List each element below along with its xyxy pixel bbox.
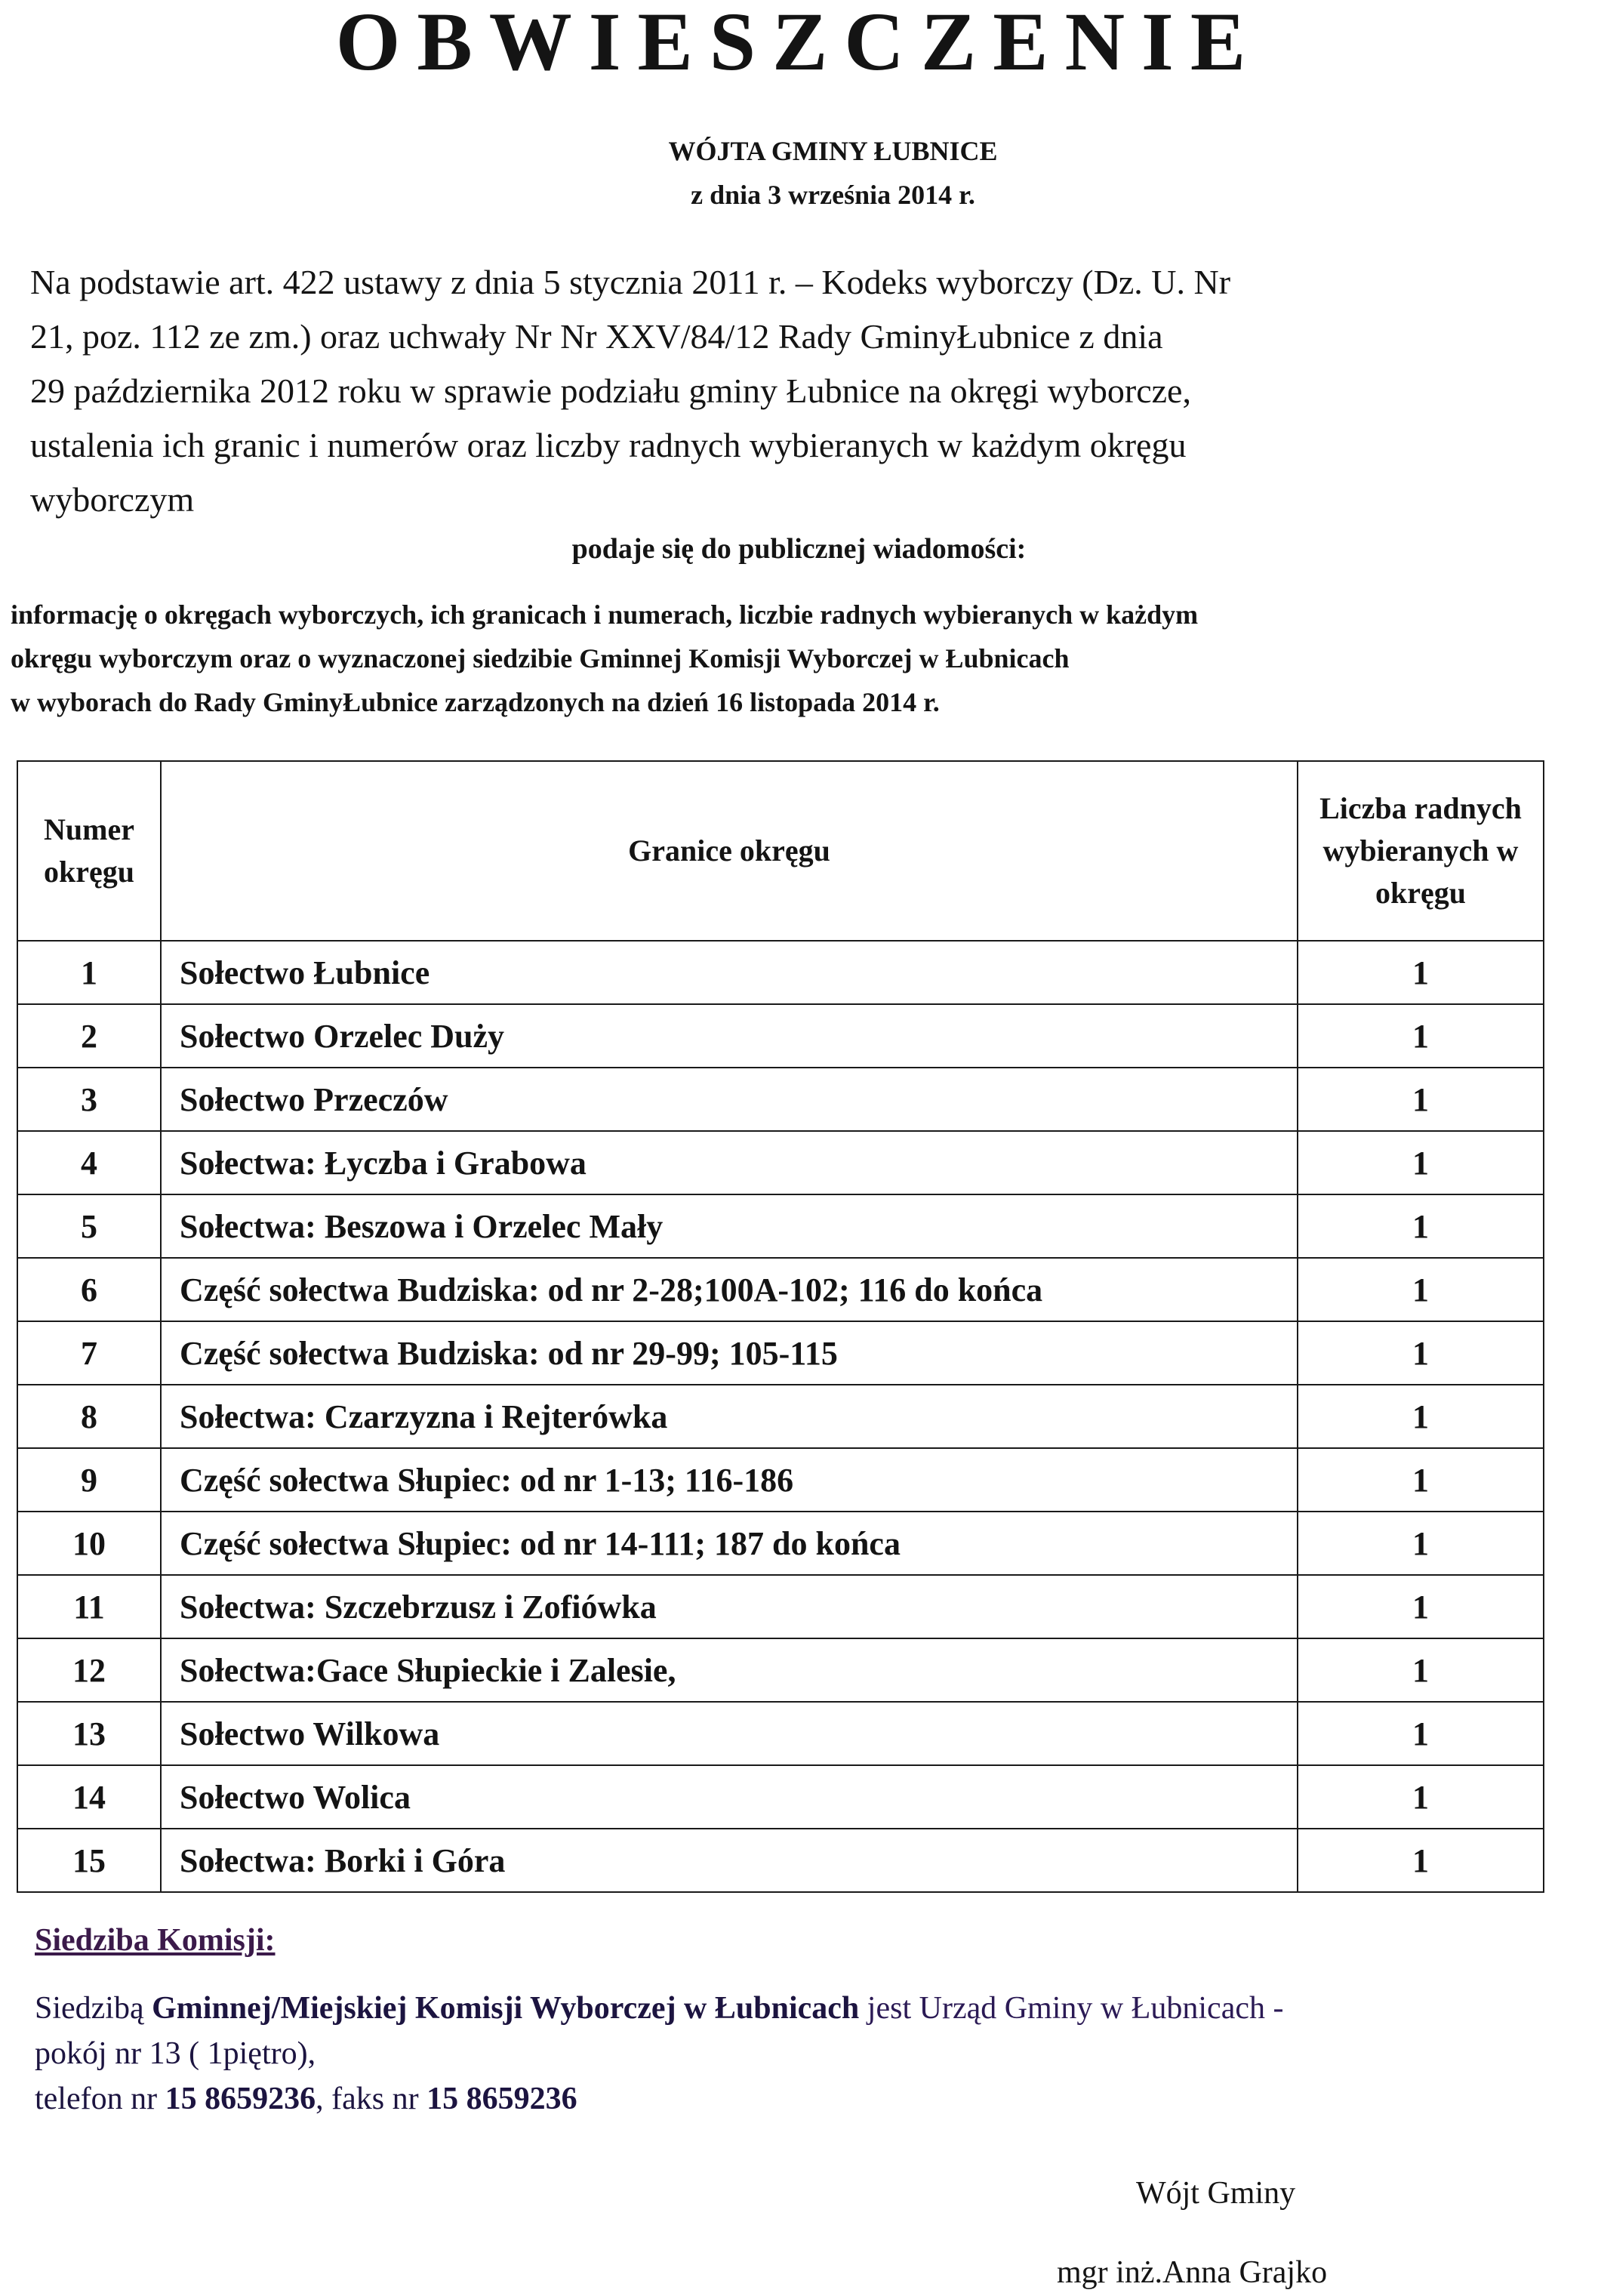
table-row: [17, 1448, 1544, 1512]
councillor-count: 1: [1298, 1385, 1544, 1448]
table-row: [17, 1258, 1544, 1321]
district-bounds: Część sołectwa Budziska: od nr 2-28;100A-102; 116 do końca: [161, 1258, 1298, 1321]
commission-name: Gminnej/Miejskiej Komisji Wyborczej w Łubnicach: [152, 1991, 860, 2026]
legal-basis-line: wyborczym: [30, 480, 195, 519]
table-header-row: [17, 761, 1544, 941]
district-bounds: Sołectwo Wolica: [161, 1765, 1298, 1829]
district-number: 15: [17, 1829, 161, 1892]
district-bounds: Sołectwo Łubnice: [161, 941, 1298, 1004]
district-bounds: Część sołectwa Słupiec: od nr 14-111; 187 do końca: [161, 1512, 1298, 1575]
councillor-count: 1: [1298, 1575, 1544, 1638]
district-number: 5: [17, 1194, 161, 1258]
councillor-count: 1: [1298, 1131, 1544, 1194]
signatory-role: Wójt Gminy: [1136, 2176, 1296, 2211]
table-row: [17, 1004, 1544, 1068]
seat-line: [35, 1986, 1590, 2031]
councillor-count: 1: [1298, 1702, 1544, 1765]
councillor-count: 1: [1298, 1765, 1544, 1829]
table-row: [17, 1638, 1544, 1702]
header-councillor-count: Liczba radnych wybieranych w okręgu: [1298, 761, 1544, 941]
district-bounds: Część sołectwa Słupiec: od nr 1-13; 116-186: [161, 1448, 1298, 1512]
district-number: 6: [17, 1258, 161, 1321]
phone-number: 15 8659236: [165, 2082, 316, 2116]
information-paragraph: [11, 593, 1588, 724]
table-row: [17, 1068, 1544, 1131]
document-title: OBWIESZCZENIE: [335, 0, 1263, 88]
district-bounds: Sołectwo Wilkowa: [161, 1702, 1298, 1765]
district-number: 9: [17, 1448, 161, 1512]
district-bounds: Sołectwa: Beszowa i Orzelec Mały: [161, 1194, 1298, 1258]
phone-label: telefon nr: [35, 2082, 165, 2116]
district-bounds: Sołectwa: Łyczba i Grabowa: [161, 1131, 1298, 1194]
district-bounds: Sołectwo Przeczów: [161, 1068, 1298, 1131]
legal-basis-line: Na podstawie art. 422 ustawy z dnia 5 stycznia 2011 r. – Kodeks wyborczy (Dz. U. Nr: [30, 263, 1231, 301]
table-row: [17, 1321, 1544, 1385]
district-bounds: Część sołectwa Budziska: od nr 29-99; 105-115: [161, 1321, 1298, 1385]
legal-basis-paragraph: [30, 255, 1570, 527]
councillor-count: 1: [1298, 1448, 1544, 1512]
commission-seat-paragraph: [35, 1986, 1590, 2122]
councillor-count: 1: [1298, 1004, 1544, 1068]
table-row: [17, 1702, 1544, 1765]
district-number: 8: [17, 1385, 161, 1448]
district-number: 3: [17, 1068, 161, 1131]
table-row: [17, 941, 1544, 1004]
table-row: [17, 1575, 1544, 1638]
councillor-count: 1: [1298, 1638, 1544, 1702]
district-bounds: Sołectwa: Borki i Góra: [161, 1829, 1298, 1892]
header-district-bounds: Granice okręgu: [161, 761, 1298, 941]
information-line: w wyborach do Rady GminyŁubnice zarządzonych na dzień 16 listopada 2014 r.: [11, 687, 940, 717]
table-row: [17, 1512, 1544, 1575]
district-number: 13: [17, 1702, 161, 1765]
commission-seat-heading: Siedziba Komisji:: [35, 1923, 276, 1958]
table-row: [17, 1765, 1544, 1829]
legal-basis-line: 29 października 2012 roku w sprawie podziału gminy Łubnice na okręgi wyborcze,: [30, 371, 1191, 410]
district-number: 11: [17, 1575, 161, 1638]
seat-prefix: Siedzibą: [35, 1991, 152, 2026]
table-row: [17, 1385, 1544, 1448]
district-bounds: Sołectwo Orzelec Duży: [161, 1004, 1298, 1068]
table-row: [17, 1829, 1544, 1892]
councillor-count: 1: [1298, 941, 1544, 1004]
information-line: informację o okręgach wyborczych, ich granicach i numerach, liczbie radnych wybieranych w każdym: [11, 599, 1199, 630]
councillor-count: 1: [1298, 1512, 1544, 1575]
district-number: 7: [17, 1321, 161, 1385]
header-district-number: Numer okręgu: [17, 761, 161, 941]
district-number: 2: [17, 1004, 161, 1068]
fax-number: 15 8659236: [426, 2082, 577, 2116]
district-number: 1: [17, 941, 161, 1004]
councillor-count: 1: [1298, 1068, 1544, 1131]
legal-basis-line: ustalenia ich granic i numerów oraz liczby radnych wybieranych w każdym okręgu: [30, 426, 1187, 464]
councillor-count: 1: [1298, 1829, 1544, 1892]
information-line: okręgu wyborczym oraz o wyznaczonej siedzibie Gminnej Komisji Wyborczej w Łubnicach: [11, 643, 1070, 673]
district-bounds: Sołectwa: Czarzyzna i Rejterówka: [161, 1385, 1298, 1448]
seat-location: jest Urząd Gminy w Łubnicach -: [859, 1991, 1284, 2026]
districts-table: [17, 760, 1544, 1893]
signatory-name: mgr inż.Anna Grajko: [1057, 2255, 1328, 2290]
councillor-count: 1: [1298, 1194, 1544, 1258]
table-row: [17, 1194, 1544, 1258]
announcement-line: podaje się do publicznej wiadomości:: [571, 533, 1027, 565]
district-number: 12: [17, 1638, 161, 1702]
district-number: 10: [17, 1512, 161, 1575]
district-number: 4: [17, 1131, 161, 1194]
legal-basis-line: 21, poz. 112 ze zm.) oraz uchwały Nr Nr XXV/84/12 Rady GminyŁubnice z dnia: [30, 317, 1163, 356]
councillor-count: 1: [1298, 1321, 1544, 1385]
district-bounds: Sołectwa:Gace Słupieckie i Zalesie,: [161, 1638, 1298, 1702]
councillor-count: 1: [1298, 1258, 1544, 1321]
table-row: [17, 1131, 1544, 1194]
district-number: 14: [17, 1765, 161, 1829]
issuing-authority: WÓJTA GMINY ŁUBNICE: [668, 136, 998, 166]
district-bounds: Sołectwa: Szczebrzusz i Zofiówka: [161, 1575, 1298, 1638]
issue-date: z dnia 3 września 2014 r.: [691, 180, 975, 210]
fax-label: , faks nr: [316, 2082, 427, 2116]
contact-line: [35, 2076, 1590, 2122]
room-line: pokój nr 13 ( 1piętro),: [35, 2036, 316, 2071]
